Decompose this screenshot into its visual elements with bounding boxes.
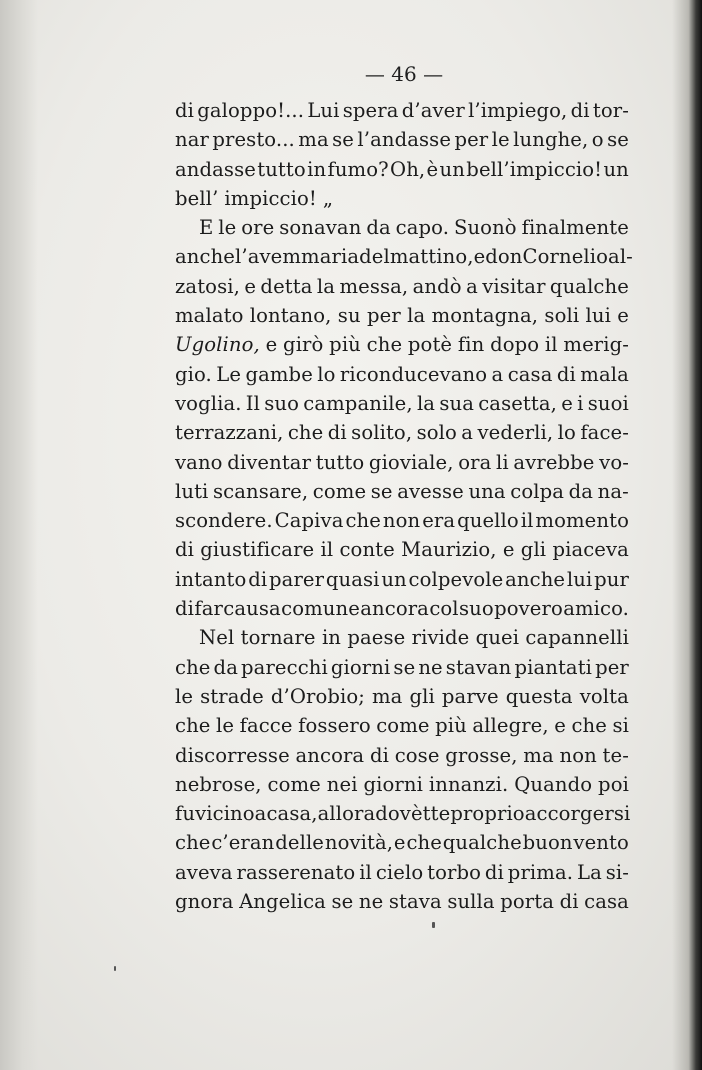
- text-line: malato lontano, su per la montagna, soli lui e: [175, 304, 629, 328]
- page-number: — 46 —: [364, 62, 444, 86]
- text-line: zatosi, e detta la messa, andò a visitar qualche: [175, 274, 629, 298]
- text-line: che le facce fossero come più allegre, e che si: [175, 714, 629, 738]
- text-line: E le ore sonavan da capo. Suonò finalmente: [199, 216, 629, 240]
- text-line: che da parecchi giorni se ne stavan piantati per: [175, 655, 629, 679]
- page-gutter-shadow: [0, 0, 38, 1070]
- text-line: discorresse ancora di cose grosse, ma non te-: [175, 743, 629, 767]
- text-line: anche l’avemmaria del mattino, e don Cornelio al-: [175, 245, 633, 269]
- text-line: di far causa comune ancora col suo povero amico.: [175, 597, 629, 621]
- text-line: bell’ impiccio! „: [175, 186, 334, 210]
- text-line: gnora Angelica se ne stava sulla porta di casa: [175, 890, 629, 914]
- text-line: aveva rasserenato il cielo torbo di prima. La si-: [175, 860, 629, 884]
- text-line: di giustificare il conte Maurizio, e gli piaceva: [175, 538, 629, 562]
- text-line: nar presto... ma se l’andasse per le lunghe, o se: [175, 128, 629, 152]
- body-text: [175, 96, 633, 916]
- text-line: nebrose, come nei giorni innanzi. Quando poi: [175, 772, 629, 796]
- text-line: Nel tornare in paese rivide quei capannelli: [199, 626, 629, 650]
- text-line: intanto di parer quasi un colpevole anche lui pur: [175, 567, 629, 591]
- text-line: di galoppo!... Lui spera d’aver l’impiego, di tor-: [175, 99, 629, 122]
- text-line: andasse tutto in fumo? Oh, è un bell’impiccio! un: [175, 157, 629, 181]
- text-line: le strade d’Orobio; ma gli parve questa volta: [175, 684, 629, 708]
- ink-speck: [432, 922, 435, 928]
- ink-speck: [114, 966, 116, 971]
- text-line: vano diventar tutto gioviale, ora li avrebbe vo-: [175, 450, 629, 474]
- text-line: fu vicino a casa, allora dovètte proprio accorgersi: [175, 802, 631, 826]
- text-line: voglia. Il suo campanile, la sua casetta, e i suoi: [175, 391, 629, 415]
- text-line: luti scansare, come se avesse una colpa da na-: [175, 479, 629, 503]
- text-line: Ugolino, e girò più che potè fin dopo il merig-: [175, 333, 629, 357]
- text-line: scondere. Capiva che non era quello il momento: [175, 509, 629, 533]
- text-line: che c’eran delle novità, e che qualche buon vento: [175, 831, 629, 855]
- text-line: gio. Le gambe lo riconducevano a casa di mala: [175, 362, 629, 386]
- text-line: terrazzani, che di solito, solo a vederli, lo face-: [175, 421, 629, 445]
- page-edge-shadow: [672, 0, 702, 1070]
